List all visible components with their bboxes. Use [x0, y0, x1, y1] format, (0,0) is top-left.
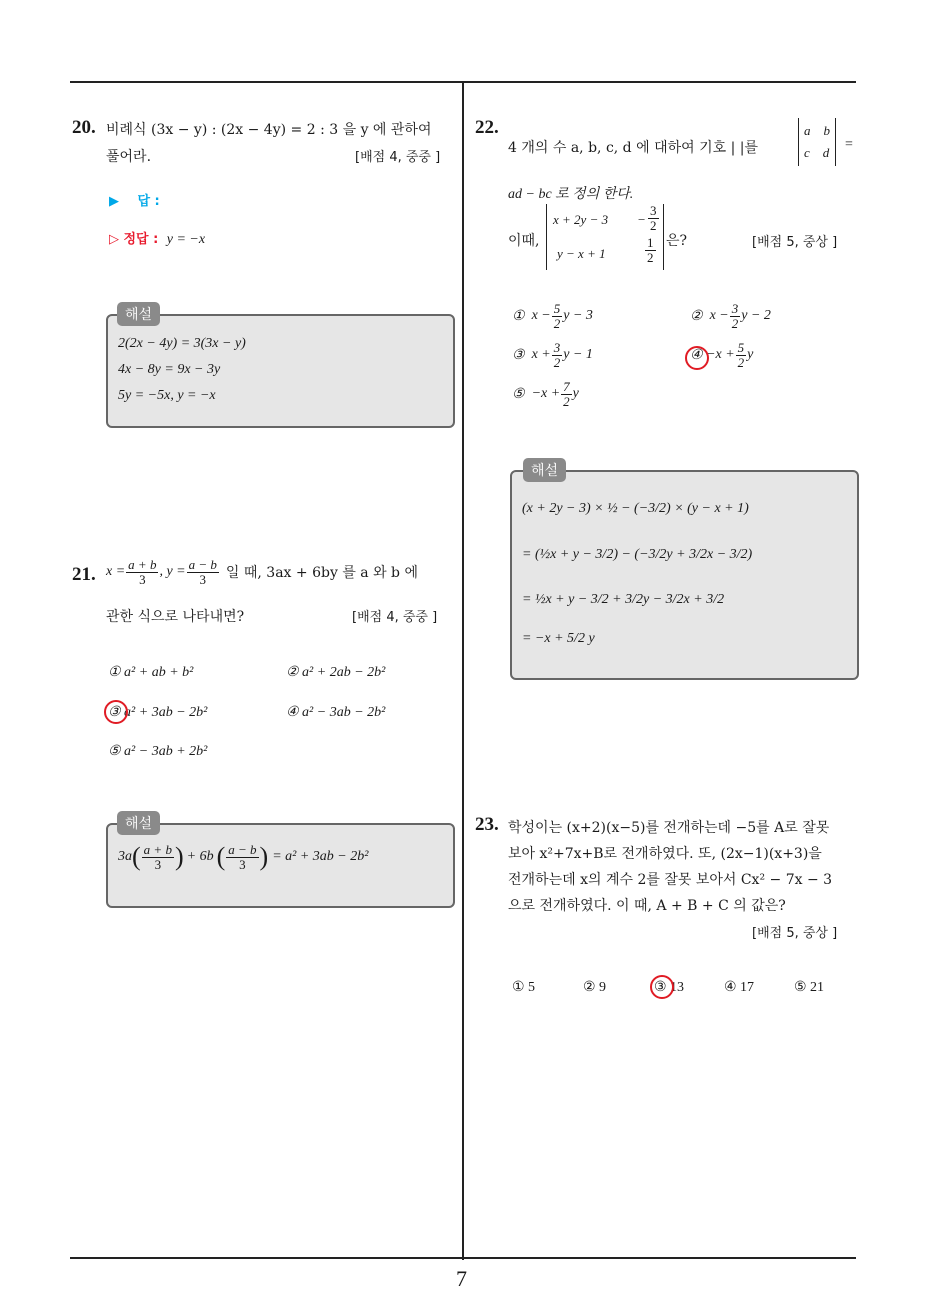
question-23-number: 23.: [475, 814, 499, 835]
correct-arrow-icon: ▷: [109, 232, 119, 247]
solution-tag-22: 해설: [523, 458, 566, 482]
answer-arrow-icon: ▶: [109, 194, 119, 209]
solution-21-post: = a² + 3ab − 2b²: [272, 849, 369, 864]
choice-21-3[interactable]: ③ a² + 3ab − 2b²: [108, 705, 208, 720]
choice-22-1[interactable]: ① x − $\frac{5}{2}$ y − 3: [512, 301, 593, 331]
question-22-text-line1: 4 개의 수 a, b, c, d 에 대하여 기호 | |를: [508, 140, 758, 156]
solution-20-line1: 2(2x − 4y) = 3(3x − y): [118, 336, 246, 351]
solution-20-line2: 4x − 8y = 9x − 3y: [118, 362, 221, 377]
det-r2c2: $\frac{1}{2}$: [647, 235, 654, 265]
solution-tag-21: 해설: [117, 811, 160, 835]
circle-mark-icon: [650, 975, 674, 999]
question-23-text-line3: 전개하는데 x의 계수 2를 잘못 보아서 Cx² − 7x − 3: [508, 872, 833, 888]
fraction-a-plus-b: $\frac{a + b}{3}$: [128, 557, 157, 587]
question-23-text-line2: 보아 x²+7x+B로 전개하였다. 또, (2x−1)(x+3)을: [508, 846, 822, 862]
det-r2c1: y − x + 1: [557, 246, 606, 261]
solution-22-line4: = −x + 5/2 y: [522, 631, 595, 646]
question-20-text-line1: 비례식 (3x − y) : (2x − 4y) = 2 : 3 을 y 에 관하여: [106, 122, 432, 138]
choice-22-4[interactable]: ④ −x + $\frac{5}{2}$ y: [690, 340, 754, 370]
solution-21-pre: 3a: [118, 849, 132, 864]
det-r1c1: x + 2y − 3: [553, 212, 609, 227]
choice-23-2[interactable]: ② 9: [583, 980, 607, 995]
question-23-text-line1: 학성이는 (x+2)(x−5)를 전개하는데 −5를 A로 잘못: [508, 820, 830, 836]
question-21-points: [배점 4, 중중 ]: [352, 610, 438, 625]
question-22-number: 22.: [475, 117, 499, 138]
choice-22-2[interactable]: ② x − $\frac{3}{2}$ y − 2: [690, 301, 771, 331]
question-22-text-line3-pre: 이때,: [508, 233, 540, 249]
question-23-text-line4: 으로 전개하였다. 이 때, A + B + C 의 값은?: [508, 898, 786, 914]
choice-23-5[interactable]: ⑤ 21: [794, 980, 825, 995]
question-22-points: [배점 5, 중상 ]: [752, 235, 838, 250]
choice-23-3[interactable]: ③ 13: [654, 980, 685, 995]
question-21-rest: 일 때, 3ax + 6by 를 a 와 b 에: [225, 565, 418, 582]
question-21-text-line2: 관한 식으로 나타내면?: [106, 609, 245, 625]
correct-value: y = −x: [166, 232, 206, 247]
solution-22-line2: = (½x + y − 3/2) − (−3/2y + 3/2x − 3/2): [522, 547, 753, 562]
determinant-equals: =: [845, 137, 853, 152]
question-23-points: [배점 5, 중상 ]: [752, 926, 838, 941]
circle-mark-icon: [104, 700, 128, 724]
det-r1c2: $\frac{3}{2}$: [650, 203, 657, 233]
question-21-text-line1: [106, 558, 418, 586]
determinant-definition: a b c d: [798, 118, 836, 166]
solution-21-line: 3a ( $\frac{a + b}{3}$ ) + 6b ( $\frac{a - b}{3}$ ) = a² + 3ab − 2b²: [118, 841, 369, 872]
determinant-expression: x + 2y − 3 − $\frac{3}{2}$ y − x + 1 $\frac{1}{2}$: [546, 204, 664, 270]
x-equals: x =: [106, 564, 126, 580]
choice-21-2[interactable]: ② a² + 2ab − 2b²: [286, 665, 386, 680]
choice-21-1[interactable]: ① a² + ab + b²: [108, 665, 194, 680]
question-22-text-line3-post: 은?: [666, 233, 688, 249]
correct-answer-row: [109, 228, 205, 248]
solution-tag-20: 해설: [117, 302, 160, 326]
question-20-text-line2: 풀어라.: [106, 149, 152, 165]
solution-22-line1: (x + 2y − 3) × ½ − (−3/2) × (y − x + 1): [522, 501, 749, 516]
answer-row: [109, 190, 160, 209]
question-22-text-line2: ad − bc 로 정의 한다.: [508, 187, 634, 202]
choice-22-5[interactable]: ⑤ −x + $\frac{7}{2}$ y: [512, 379, 579, 409]
bottom-rule: [70, 1257, 856, 1259]
question-20-number: 20.: [72, 117, 96, 138]
solution-21-mid: + 6b: [186, 849, 214, 864]
choice-21-4[interactable]: ④ a² − 3ab − 2b²: [286, 705, 386, 720]
solution-20-line3: 5y = −5x, y = −x: [118, 388, 216, 403]
question-21-number: 21.: [72, 564, 96, 585]
question-20-points: [배점 4, 중중 ]: [355, 150, 441, 165]
solution-22-line3: = ½x + y − 3/2 + 3/2y − 3/2x + 3/2: [522, 592, 725, 607]
choice-22-3[interactable]: ③ x + $\frac{3}{2}$ y − 1: [512, 340, 593, 370]
column-divider: [462, 82, 464, 1260]
correct-label: 정답 :: [123, 232, 159, 247]
y-equals: , y =: [159, 564, 186, 580]
circle-mark-icon: [685, 346, 709, 370]
choice-23-4[interactable]: ④ 17: [724, 980, 755, 995]
answer-label: 답 :: [137, 194, 160, 209]
choice-23-1[interactable]: ① 5: [512, 980, 536, 995]
choice-21-5[interactable]: ⑤ a² − 3ab + 2b²: [108, 744, 208, 759]
page-number: 7: [456, 1266, 467, 1291]
fraction-a-minus-b: $\frac{a - b}{3}$: [188, 557, 217, 587]
